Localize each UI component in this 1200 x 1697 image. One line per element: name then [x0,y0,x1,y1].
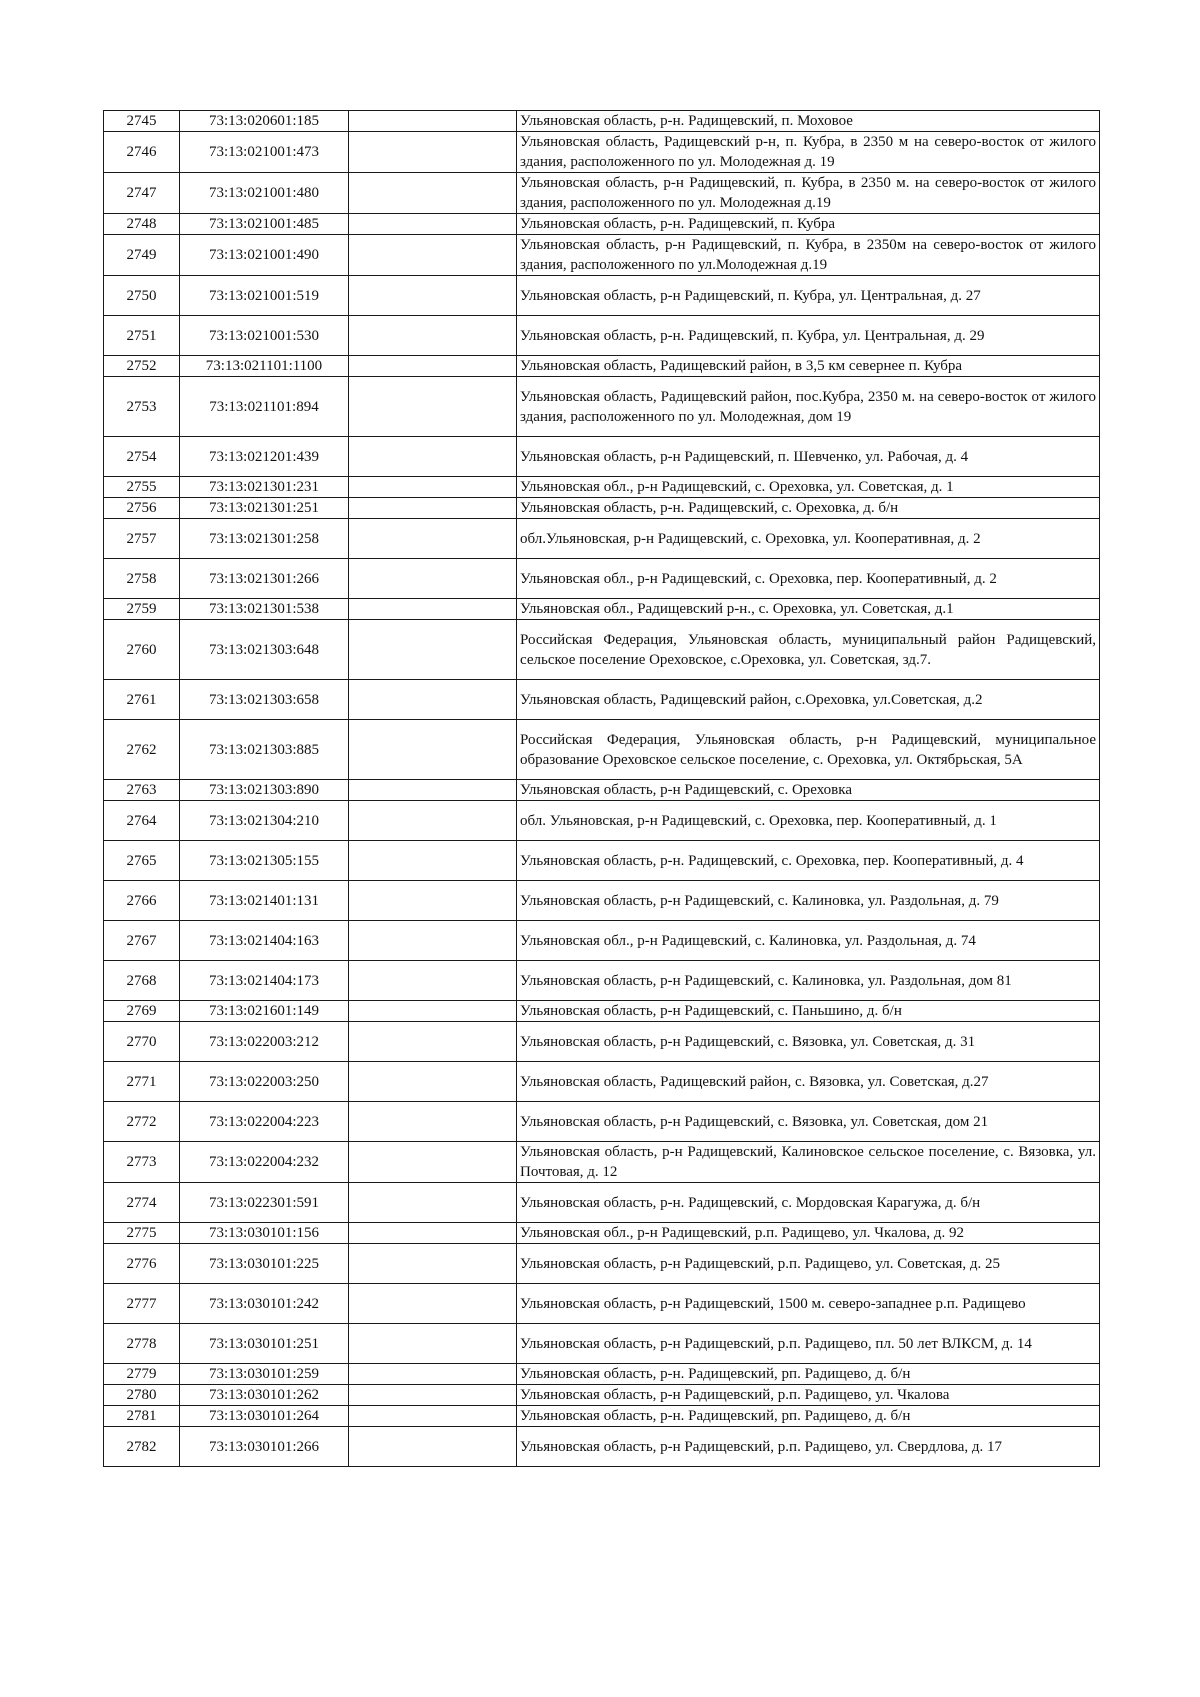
empty-cell [349,921,517,961]
address-cell: Ульяновская область, р-н Радищевский, п. Шевченко, ул. Рабочая, д. 4 [517,437,1100,477]
address-cell: Ульяновская область, р-н Радищевский, с. Ореховка [517,780,1100,801]
empty-cell [349,173,517,214]
table-row [104,1022,1100,1062]
row-number-cell: 2773 [104,1142,180,1183]
address-cell: Ульяновская область, р-н Радищевский, с. Вязовка, ул. Советская, дом 21 [517,1102,1100,1142]
cadastral-number-cell: 73:13:021404:163 [180,921,349,961]
empty-cell [349,1223,517,1244]
cadastral-number-cell: 73:13:021305:155 [180,841,349,881]
empty-cell [349,1244,517,1284]
address-cell: Ульяновская область, р-н. Радищевский, рп. Радищево, д. б/н [517,1406,1100,1427]
table-row [104,437,1100,477]
table-row [104,559,1100,599]
cadastral-number-cell: 73:13:021401:131 [180,881,349,921]
row-number-cell: 2747 [104,173,180,214]
row-number-cell: 2776 [104,1244,180,1284]
row-number-cell: 2763 [104,780,180,801]
empty-cell [349,214,517,235]
row-number-cell: 2761 [104,680,180,720]
empty-cell [349,477,517,498]
row-number-cell: 2781 [104,1406,180,1427]
row-number-cell: 2762 [104,720,180,780]
row-number-cell: 2766 [104,881,180,921]
cadastral-number-cell: 73:13:022301:591 [180,1183,349,1223]
row-number-cell: 2770 [104,1022,180,1062]
cadastral-number-cell: 73:13:030101:156 [180,1223,349,1244]
row-number-cell: 2777 [104,1284,180,1324]
address-cell: Ульяновская область, р-н Радищевский, п. Кубра, в 2350 м. на северо-восток от жилого здания, расположенного по ул. Молодежная д.19 [517,173,1100,214]
row-number-cell: 2752 [104,356,180,377]
row-number-cell: 2769 [104,1001,180,1022]
row-number-cell: 2750 [104,276,180,316]
address-cell: Ульяновская область, р-н. Радищевский, п. Моховое [517,111,1100,132]
empty-cell [349,1406,517,1427]
empty-cell [349,1364,517,1385]
row-number-cell: 2765 [104,841,180,881]
table-row [104,780,1100,801]
cadastral-number-cell: 73:13:030101:242 [180,1284,349,1324]
table-row [104,1244,1100,1284]
empty-cell [349,680,517,720]
row-number-cell: 2749 [104,235,180,276]
cadastral-number-cell: 73:13:021301:231 [180,477,349,498]
table-row [104,276,1100,316]
table-row [104,498,1100,519]
cadastral-number-cell: 73:13:030101:264 [180,1406,349,1427]
address-cell: Ульяновская область, р-н Радищевский, р.п. Радищево, пл. 50 лет ВЛКСМ, д. 14 [517,1324,1100,1364]
address-cell: Российская Федерация, Ульяновская область, р-н Радищевский, муниципальное образование Ореховское сельское поселение, с. Ореховка, ул. Октябрьская, 5А [517,720,1100,780]
empty-cell [349,235,517,276]
row-number-cell: 2757 [104,519,180,559]
table-row [104,1102,1100,1142]
address-cell: Ульяновская область, р-н. Радищевский, с. Мордовская Карагужа, д. б/н [517,1183,1100,1223]
address-cell: Ульяновская область, р-н. Радищевский, п. Кубра, ул. Центральная, д. 29 [517,316,1100,356]
table-row [104,1324,1100,1364]
row-number-cell: 2764 [104,801,180,841]
table-row [104,680,1100,720]
row-number-cell: 2746 [104,132,180,173]
address-cell: Ульяновская область, р-н. Радищевский, п. Кубра [517,214,1100,235]
table-row [104,1142,1100,1183]
cadastral-number-cell: 73:13:021303:648 [180,620,349,680]
row-number-cell: 2774 [104,1183,180,1223]
address-cell: Ульяновская область, Радищевский р-н, п. Кубра, в 2350 м на северо-восток от жилого здания, расположенного по ул. Молодежная д. 19 [517,132,1100,173]
row-number-cell: 2745 [104,111,180,132]
empty-cell [349,1284,517,1324]
empty-cell [349,780,517,801]
empty-cell [349,961,517,1001]
row-number-cell: 2780 [104,1385,180,1406]
table-row [104,1364,1100,1385]
document-page [103,110,1099,1467]
empty-cell [349,316,517,356]
empty-cell [349,1001,517,1022]
empty-cell [349,841,517,881]
table-row [104,235,1100,276]
table-row [104,620,1100,680]
address-cell: обл.Ульяновская, р-н Радищевский, с. Ореховка, ул. Кооперативная, д. 2 [517,519,1100,559]
row-number-cell: 2772 [104,1102,180,1142]
address-cell: Ульяновская область, р-н Радищевский, п. Кубра, в 2350м на северо-восток от жилого здания, расположенного по ул.Молодежная д.19 [517,235,1100,276]
cadastral-number-cell: 73:13:021301:251 [180,498,349,519]
cadastral-number-cell: 73:13:021001:485 [180,214,349,235]
cadastral-number-cell: 73:13:021001:490 [180,235,349,276]
cadastral-number-cell: 73:13:021303:890 [180,780,349,801]
table-row [104,961,1100,1001]
address-cell: Ульяновская область, р-н Радищевский, р.п. Радищево, ул. Свердлова, д. 17 [517,1427,1100,1467]
table-row [104,801,1100,841]
table-row [104,599,1100,620]
address-cell: Ульяновская область, Радищевский район, пос.Кубра, 2350 м. на северо-восток от жилого здания, расположенного по ул. Молодежная, дом 19 [517,377,1100,437]
address-cell: Российская Федерация, Ульяновская область, муниципальный район Радищевский, сельское поселение Ореховское, с.Ореховка, ул. Советская, зд.7. [517,620,1100,680]
table-row [104,1001,1100,1022]
cadastral-number-cell: 73:13:021303:658 [180,680,349,720]
address-cell: Ульяновская обл., р-н Радищевский, р.п. Радищево, ул. Чкалова, д. 92 [517,1223,1100,1244]
table-body [104,111,1100,1467]
table-row [104,132,1100,173]
empty-cell [349,1427,517,1467]
empty-cell [349,599,517,620]
address-cell: Ульяновская область, Радищевский район, с.Ореховка, ул.Советская, д.2 [517,680,1100,720]
empty-cell [349,132,517,173]
address-cell: Ульяновская область, р-н Радищевский, с. Вязовка, ул. Советская, д. 31 [517,1022,1100,1062]
cadastral-number-cell: 73:13:021301:538 [180,599,349,620]
empty-cell [349,620,517,680]
cadastral-number-cell: 73:13:022004:232 [180,1142,349,1183]
address-cell: Ульяновская область, р-н Радищевский, п. Кубра, ул. Центральная, д. 27 [517,276,1100,316]
empty-cell [349,498,517,519]
cadastral-number-cell: 73:13:020601:185 [180,111,349,132]
row-number-cell: 2775 [104,1223,180,1244]
table-row [104,1427,1100,1467]
cadastral-number-cell: 73:13:030101:251 [180,1324,349,1364]
table-row [104,316,1100,356]
address-cell: Ульяновская обл., р-н Радищевский, с. Ореховка, ул. Советская, д. 1 [517,477,1100,498]
table-row [104,214,1100,235]
address-cell: Ульяновская область, р-н Радищевский, р.п. Радищево, ул. Чкалова [517,1385,1100,1406]
cadastral-number-cell: 73:13:030101:266 [180,1427,349,1467]
address-cell: Ульяновская область, р-н. Радищевский, с. Ореховка, пер. Кооперативный, д. 4 [517,841,1100,881]
empty-cell [349,1102,517,1142]
empty-cell [349,356,517,377]
empty-cell [349,1324,517,1364]
cadastral-number-cell: 73:13:021101:894 [180,377,349,437]
empty-cell [349,1022,517,1062]
address-cell: Ульяновская область, р-н Радищевский, с. Калиновка, ул. Раздольная, д. 79 [517,881,1100,921]
table-row [104,1284,1100,1324]
address-cell: Ульяновская область, Радищевский район, с. Вязовка, ул. Советская, д.27 [517,1062,1100,1102]
cadastral-number-cell: 73:13:021001:480 [180,173,349,214]
table-row [104,1406,1100,1427]
address-cell: Ульяновская область, Радищевский район, в 3,5 км севернее п. Кубра [517,356,1100,377]
empty-cell [349,801,517,841]
table-row [104,173,1100,214]
empty-cell [349,276,517,316]
table-row [104,1183,1100,1223]
empty-cell [349,720,517,780]
cadastral-number-cell: 73:13:021304:210 [180,801,349,841]
empty-cell [349,1062,517,1102]
table-row [104,1062,1100,1102]
cadastral-number-cell: 73:13:021303:885 [180,720,349,780]
row-number-cell: 2767 [104,921,180,961]
table-row [104,111,1100,132]
cadastral-number-cell: 73:13:022003:250 [180,1062,349,1102]
address-cell: Ульяновская обл., р-н Радищевский, с. Калиновка, ул. Раздольная, д. 74 [517,921,1100,961]
table-row [104,1223,1100,1244]
empty-cell [349,437,517,477]
cadastral-number-cell: 73:13:021001:473 [180,132,349,173]
cadastral-number-cell: 73:13:022003:212 [180,1022,349,1062]
address-cell: Ульяновская область, р-н. Радищевский, рп. Радищево, д. б/н [517,1364,1100,1385]
empty-cell [349,519,517,559]
row-number-cell: 2760 [104,620,180,680]
cadastral-number-cell: 73:13:030101:225 [180,1244,349,1284]
row-number-cell: 2751 [104,316,180,356]
address-cell: обл. Ульяновская, р-н Радищевский, с. Ореховка, пер. Кооперативный, д. 1 [517,801,1100,841]
row-number-cell: 2753 [104,377,180,437]
table-row [104,477,1100,498]
row-number-cell: 2779 [104,1364,180,1385]
table-row [104,356,1100,377]
cadastral-number-cell: 73:13:021101:1100 [180,356,349,377]
table-row [104,519,1100,559]
row-number-cell: 2778 [104,1324,180,1364]
row-number-cell: 2759 [104,599,180,620]
row-number-cell: 2755 [104,477,180,498]
table-row [104,881,1100,921]
row-number-cell: 2748 [104,214,180,235]
table-row [104,720,1100,780]
table-row [104,377,1100,437]
cadastral-number-cell: 73:13:021404:173 [180,961,349,1001]
row-number-cell: 2768 [104,961,180,1001]
address-cell: Ульяновская область, р-н. Радищевский, с. Ореховка, д. б/н [517,498,1100,519]
cadastral-number-cell: 73:13:021001:530 [180,316,349,356]
empty-cell [349,377,517,437]
empty-cell [349,111,517,132]
cadastral-number-cell: 73:13:030101:262 [180,1385,349,1406]
address-cell: Ульяновская область, р-н Радищевский, Калиновское сельское поселение, с. Вязовка, ул. Почтовая, д. 12 [517,1142,1100,1183]
address-cell: Ульяновская обл., р-н Радищевский, с. Ореховка, пер. Кооперативный, д. 2 [517,559,1100,599]
cadastral-number-cell: 73:13:021601:149 [180,1001,349,1022]
empty-cell [349,1142,517,1183]
row-number-cell: 2756 [104,498,180,519]
cadastral-number-cell: 73:13:022004:223 [180,1102,349,1142]
table-row [104,921,1100,961]
address-cell: Ульяновская область, р-н Радищевский, 1500 м. северо-западнее р.п. Радищево [517,1284,1100,1324]
empty-cell [349,1385,517,1406]
cadastral-number-cell: 73:13:021301:266 [180,559,349,599]
table-row [104,1385,1100,1406]
row-number-cell: 2758 [104,559,180,599]
address-cell: Ульяновская обл., Радищевский р-н., с. Ореховка, ул. Советская, д.1 [517,599,1100,620]
empty-cell [349,1183,517,1223]
cadastral-number-cell: 73:13:021001:519 [180,276,349,316]
address-cell: Ульяновская область, р-н Радищевский, с. Калиновка, ул. Раздольная, дом 81 [517,961,1100,1001]
cadastral-number-cell: 73:13:021201:439 [180,437,349,477]
row-number-cell: 2754 [104,437,180,477]
cadastral-number-cell: 73:13:021301:258 [180,519,349,559]
address-cell: Ульяновская область, р-н Радищевский, с. Паньшино, д. б/н [517,1001,1100,1022]
address-cell: Ульяновская область, р-н Радищевский, р.п. Радищево, ул. Советская, д. 25 [517,1244,1100,1284]
row-number-cell: 2782 [104,1427,180,1467]
table-row [104,841,1100,881]
empty-cell [349,559,517,599]
row-number-cell: 2771 [104,1062,180,1102]
cadastral-number-cell: 73:13:030101:259 [180,1364,349,1385]
empty-cell [349,881,517,921]
cadastral-table [103,110,1100,1467]
